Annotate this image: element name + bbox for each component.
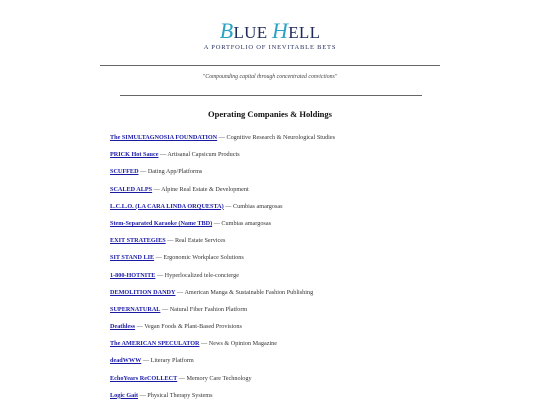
holding-description: Vegan Foods & Plant-Based Provisions (144, 323, 242, 331)
holding-link[interactable]: The AMERICAN SPECULATOR (110, 340, 200, 348)
holding-link[interactable]: PRICK Hot Sauce (110, 151, 159, 159)
brand-word-lue: LUE (233, 23, 268, 42)
holding-description: Natural Fiber Fashion Platform (169, 305, 248, 313)
holding-item (110, 218, 530, 235)
holding-link[interactable]: SUPERNATURAL (110, 305, 161, 313)
section-title: Operating Companies & Holdings (208, 109, 332, 119)
holding-item (110, 338, 530, 355)
holding-description: Physical Therapy Systems (147, 391, 213, 399)
holding-description: Cumbias amargosas (221, 219, 271, 227)
holding-item (110, 287, 530, 304)
holding-description: News & Opinion Magazine (208, 340, 278, 348)
holding-separator: — (212, 219, 222, 227)
holding-item (110, 373, 530, 390)
holding-item (110, 390, 530, 407)
holding-separator: — (141, 357, 151, 365)
holding-separator: — (199, 340, 209, 348)
holding-description: Real Estate Services (174, 237, 226, 245)
holding-item (110, 166, 530, 183)
holding-item (110, 149, 530, 166)
holding-separator: — (138, 168, 148, 176)
brand-logo (0, 20, 540, 42)
holding-description: Cumbias amargosas (232, 202, 283, 210)
holding-link[interactable]: SCUFFED (110, 168, 139, 176)
holding-link[interactable]: DEMOLITION DANDY (110, 288, 176, 296)
holding-separator: — (175, 288, 185, 296)
brand-initial-b: B (219, 18, 234, 43)
holding-separator: — (217, 134, 227, 141)
holding-separator: — (152, 185, 162, 193)
holding-item (110, 184, 530, 201)
holding-separator: — (223, 202, 233, 210)
top-divider (100, 65, 440, 66)
holding-link[interactable]: The SIMULTAGNOSIA FOUNDATION (110, 134, 218, 141)
holding-separator: — (160, 305, 170, 313)
motto-quote: "Compounding capital through concentrated convictions" (202, 74, 338, 80)
holding-item (110, 201, 530, 218)
holding-separator: — (155, 271, 165, 279)
brand-initial-h: H (272, 18, 289, 43)
holding-link[interactable]: Deathless (110, 323, 136, 331)
holding-item (110, 270, 530, 287)
holding-link[interactable]: EXIT STRATEGIES (110, 237, 166, 245)
holding-description: Literary Platform (150, 357, 194, 365)
holding-link[interactable]: Stem-Separated Karaoke (Name TBD) (110, 219, 213, 227)
holding-description: Artisanal Capsicum Products (167, 151, 240, 159)
holding-item (110, 252, 530, 269)
brand-tagline: A PORTFOLIO OF INEVITABLE BETS (203, 44, 337, 51)
holding-description: American Manga & Sustainable Fashion Publishing (184, 288, 314, 296)
brand-word-ell: ELL (288, 23, 321, 42)
holding-description: Alpine Real Estate & Development (161, 185, 249, 193)
holding-link[interactable]: EchoYears ReCOLLECT (110, 374, 178, 382)
holding-link[interactable]: L.C.L.O. (LA CARA LINDA ORQUESTA) (110, 202, 224, 210)
holding-description: Dating App/Platforms (147, 168, 203, 176)
holding-item (110, 321, 530, 338)
holding-separator: — (154, 254, 164, 262)
holding-separator: — (158, 151, 168, 159)
holding-separator: — (135, 323, 145, 331)
holding-link[interactable]: 1-800-HOTNITE (110, 271, 156, 279)
holding-separator: — (138, 391, 148, 399)
holding-item (110, 304, 530, 321)
holding-item (110, 235, 530, 252)
holding-description: Ergonomic Workplace Solutions (163, 254, 244, 262)
holdings-list (110, 132, 530, 407)
holding-separator: — (165, 237, 175, 245)
holding-description: Hyperlocalized tele-concierge (164, 271, 239, 279)
holding-link[interactable]: SCALED ALPS (110, 185, 153, 193)
holding-link[interactable]: Logic Gait (110, 391, 139, 399)
holding-separator: — (177, 374, 187, 382)
bottom-divider (120, 95, 422, 96)
holding-description: Cognitive Research & Neurological Studies (226, 134, 336, 141)
holding-link[interactable]: deadWWW (110, 357, 142, 365)
holding-description: Memory Care Technology (186, 374, 252, 382)
holding-item (110, 132, 530, 149)
holding-link[interactable]: SIT STAND LIE (110, 254, 155, 262)
holding-item (110, 355, 530, 372)
